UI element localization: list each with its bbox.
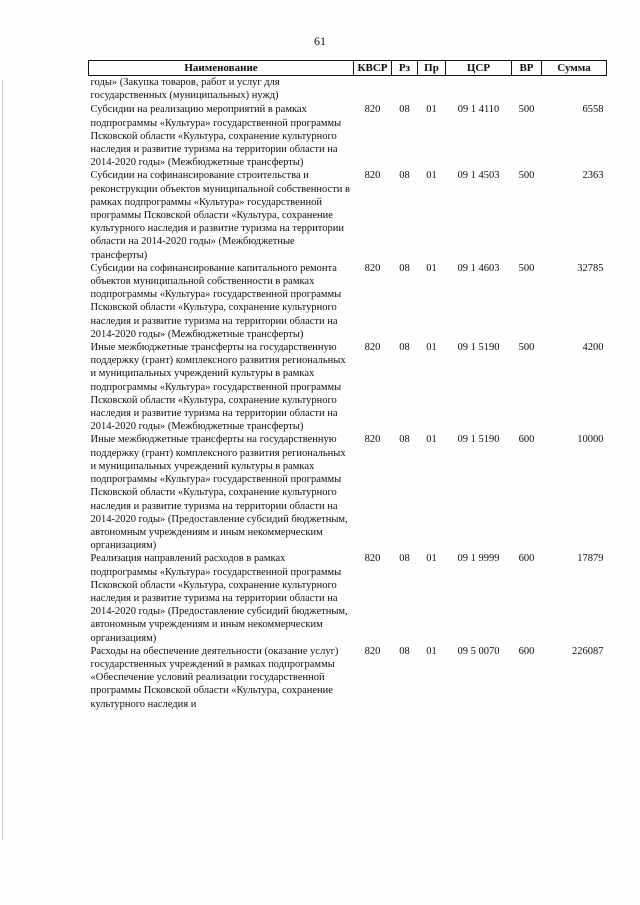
table-row bbox=[89, 169, 607, 261]
row-pr: 01 bbox=[426, 434, 437, 446]
row-csr: 09 1 4603 bbox=[457, 262, 500, 274]
table-row bbox=[89, 262, 607, 341]
row-sum: 17879 bbox=[577, 553, 604, 565]
table-row bbox=[89, 433, 607, 552]
header-rz: Рз bbox=[392, 61, 418, 76]
page-number: 61 bbox=[314, 34, 326, 48]
row-kvsr: 820 bbox=[364, 645, 381, 657]
row-kvsr: 820 bbox=[364, 262, 381, 274]
row-kvsr: 820 bbox=[364, 342, 381, 354]
row-kvsr: 820 bbox=[364, 434, 381, 446]
row-csr: 09 1 5190 bbox=[457, 434, 500, 446]
row-vr: 500 bbox=[518, 104, 535, 116]
row-pr: 01 bbox=[426, 170, 437, 182]
row-name: Иные межбюджетные трансферты на государственную поддержку (грант) комплексного развития региональных и муниципальных учреждений культуры в рамках подпрограммы «Культура» государственной программы Псковской области «Культура, сохранение культурного наследия и развитие туризма на территории области на 2014-2020 годы» (Предоставление субсидий бюджетным, автономным учреждениям и иным некоммерческим организациям) bbox=[90, 434, 348, 552]
row-rz: 08 bbox=[399, 434, 410, 446]
table-row-continued bbox=[89, 76, 607, 104]
row-name: Субсидии на софинансирование строительства и реконструкции объектов муниципальной собственности в рамках подпрограммы «Культура» государственной программы Псковской области «Культура, сохранение культурного наследия и развитие туризма на территории области на 2014-2020 годы» (Межбюджетные трансферты) bbox=[90, 170, 350, 261]
row-rz: 08 bbox=[399, 262, 410, 274]
table-row bbox=[89, 341, 607, 433]
table-header-row bbox=[89, 61, 607, 76]
row-sum: 10000 bbox=[577, 434, 604, 446]
row-pr: 01 bbox=[426, 262, 437, 274]
row-rz: 08 bbox=[399, 170, 410, 182]
row-vr: 500 bbox=[518, 262, 535, 274]
header-vr: ВР bbox=[512, 61, 542, 76]
row-sum: 2363 bbox=[582, 170, 604, 182]
header-csr: ЦСР bbox=[446, 61, 512, 76]
row-name: Субсидии на реализацию мероприятий в рамках подпрограммы «Культура» государственной программы Псковской области «Культура, сохранение культурного наследия и развитие туризма на территории области на 2014-2020 годы» (Межбюджетные трансферты) bbox=[90, 104, 342, 169]
row-rz: 08 bbox=[399, 645, 410, 657]
row-kvsr: 820 bbox=[364, 170, 381, 182]
row-pr: 01 bbox=[426, 553, 437, 565]
row-rz: 08 bbox=[399, 553, 410, 565]
row-sum: 32785 bbox=[577, 262, 604, 274]
header-pr: Пр bbox=[418, 61, 446, 76]
row-vr: 600 bbox=[518, 553, 535, 565]
table-row bbox=[89, 103, 607, 169]
row-name: Расходы на обеспечение деятельности (оказание услуг) государственных учреждений в рамках подпрограммы «Обеспечение условий реализации государственной программы Псковской области «Культура, сохранение культурного наследия и bbox=[90, 645, 339, 710]
row-pr: 01 bbox=[426, 645, 437, 657]
row-name: Субсидии на софинансирование капитального ремонта объектов муниципальной собственности в рамках подпрограммы «Культура» государственной программы Псковской области «Культура, сохранение культурного наследия и развитие туризма на территории области на 2014-2020 годы» (Межбюджетные трансферты) bbox=[90, 262, 342, 340]
row-rz: 08 bbox=[399, 342, 410, 354]
row-vr: 500 bbox=[518, 170, 535, 182]
row-csr: 09 1 9999 bbox=[457, 553, 500, 565]
header-sum: Сумма bbox=[542, 61, 607, 76]
row-name: Иные межбюджетные трансферты на государственную поддержку (грант) комплексного развития региональных и муниципальных учреждений культуры в рамках подпрограммы «Культура» государственной программы Псковской области «Культура, сохранение культурного наследия и развитие туризма на территории области на 2014-2020 годы» (Межбюджетные трансферты) bbox=[90, 342, 346, 433]
row-csr: 09 1 4110 bbox=[457, 104, 500, 116]
row-sum: 4200 bbox=[582, 342, 604, 354]
row-name: годы» (Закупка товаров, работ и услуг для государственных (муниципальных) нужд) bbox=[90, 77, 280, 102]
table-row bbox=[89, 645, 607, 711]
row-csr: 09 5 0070 bbox=[457, 645, 500, 657]
row-pr: 01 bbox=[426, 342, 437, 354]
row-vr: 500 bbox=[518, 342, 535, 354]
row-sum: 6558 bbox=[582, 104, 604, 116]
row-kvsr: 820 bbox=[364, 104, 381, 116]
header-name: Наименование bbox=[89, 61, 354, 76]
row-vr: 600 bbox=[518, 645, 535, 657]
row-kvsr: 820 bbox=[364, 553, 381, 565]
row-sum: 226087 bbox=[572, 645, 604, 657]
row-vr: 600 bbox=[518, 434, 535, 446]
row-pr: 01 bbox=[426, 104, 437, 116]
header-kvsr: КВСР bbox=[354, 61, 392, 76]
scan-edge-line bbox=[2, 80, 3, 840]
row-rz: 08 bbox=[399, 104, 410, 116]
budget-table bbox=[88, 60, 607, 711]
table-row bbox=[89, 552, 607, 644]
row-name: Реализация направлений расходов в рамках подпрограммы «Культура» государственной программы Псковской области «Культура, сохранение культурного наследия и развитие туризма на территории области на 2014-2020 годы» (Предоставление субсидий бюджетным, автономным учреждениям и иным некоммерческим организациям) bbox=[90, 553, 348, 644]
row-csr: 09 1 4503 bbox=[457, 170, 500, 182]
row-csr: 09 1 5190 bbox=[457, 342, 500, 354]
